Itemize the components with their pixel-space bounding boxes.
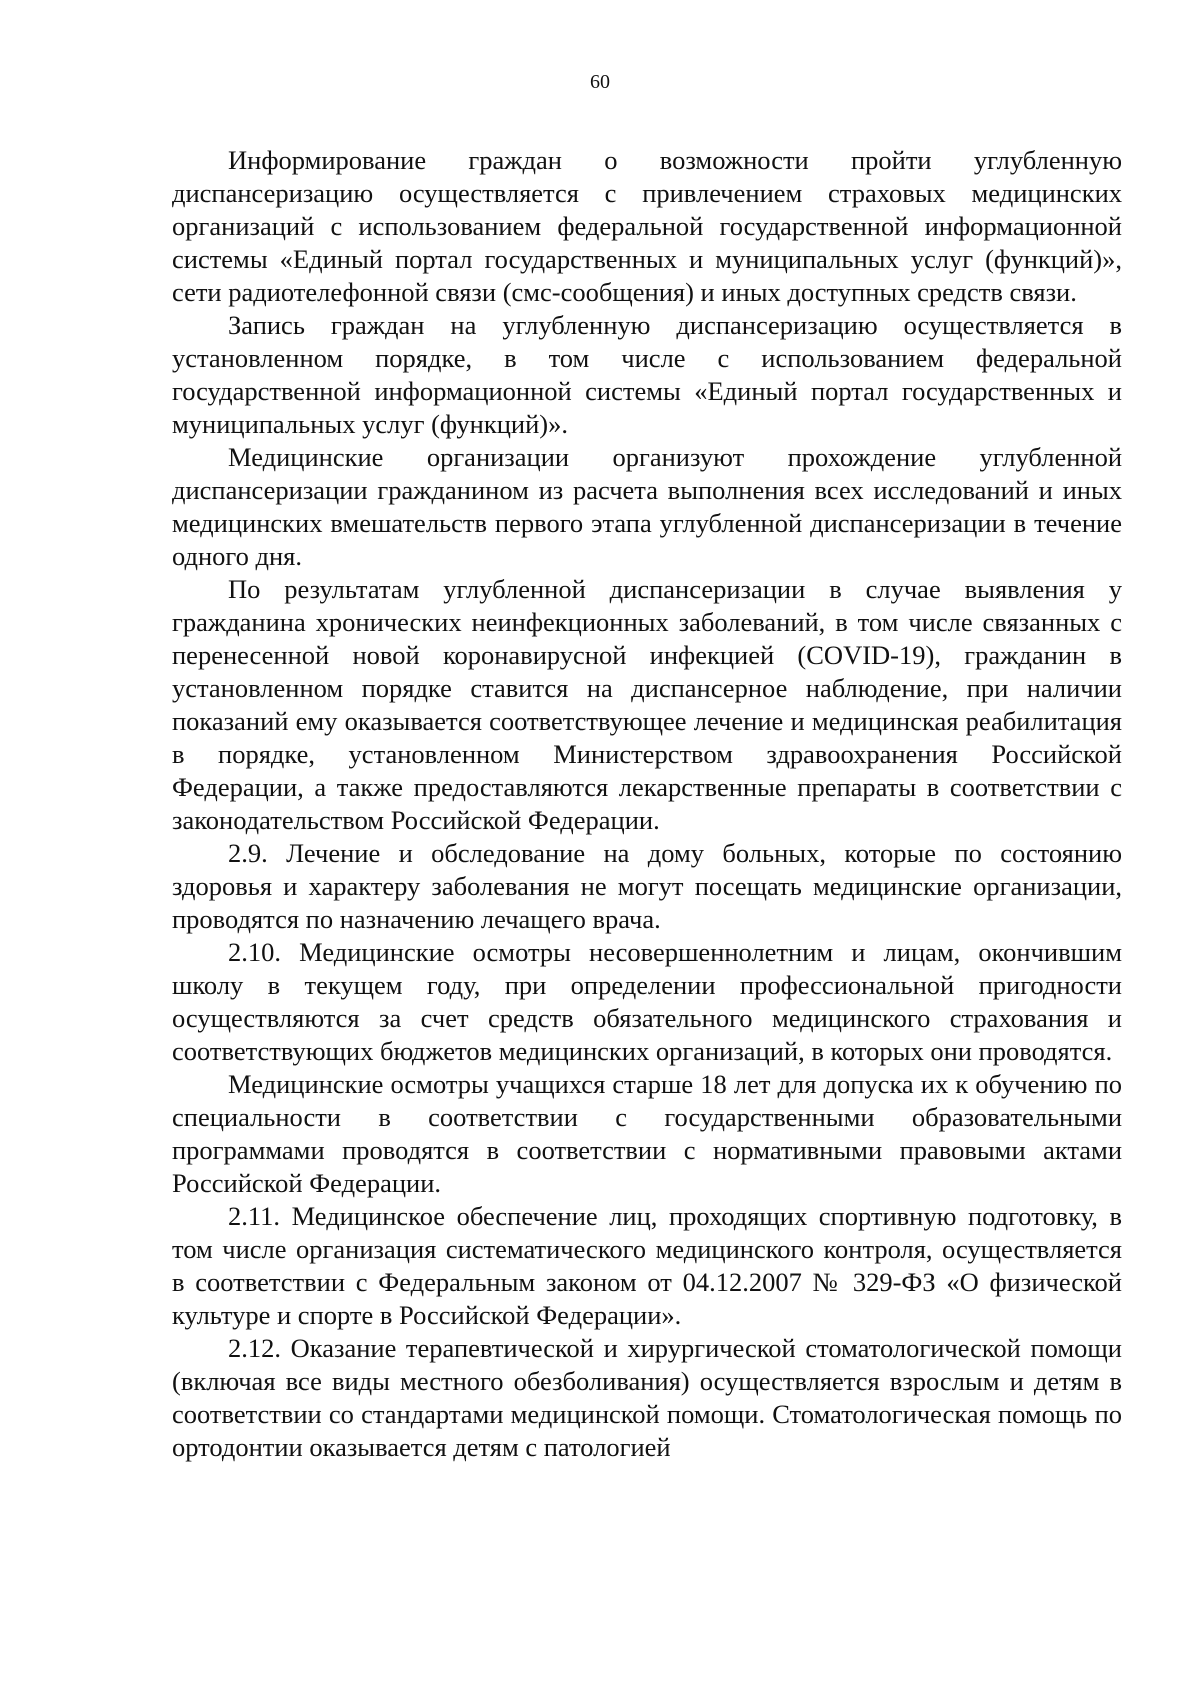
paragraph-2-9: 2.9. Лечение и обследование на дому больных, которые по состоянию здоровья и характеру заболевания не могут посещать медицинские организации, проводятся по назначению лечащего врача.: [172, 838, 1122, 934]
paragraph-2-10: 2.10. Медицинские осмотры несовершеннолетним и лицам, окончившим школу в текущем году, при определении профессиональной пригодности осуществляются за счет средств обязательного медицинского страхования и соответствующих бюджетов медицинских организаций, в которых они проводятся.: [172, 937, 1122, 1066]
paragraph-registration: Запись граждан на углубленную диспансеризацию осуществляется в установленном порядке, в том числе с использованием федеральной государственной информационной системы «Единый портал государственных и муниципальных услуг (функций)».: [172, 310, 1122, 439]
page-number: 60: [590, 71, 610, 93]
paragraph-informing: Информирование граждан о возможности пройти углубленную диспансеризацию осуществляется с привлечением страховых медицинских организаций с использованием федеральной государственной информационной системы «Единый портал государственных и муниципальных услуг (функций)», сети радиотелефонной связи (смс-сообщения) и иных доступных средств связи.: [172, 145, 1122, 307]
paragraph-2-12: 2.12. Оказание терапевтической и хирургической стоматологической помощи (включая все виды местного обезболивания) осуществляется взрослым и детям в соответствии со стандартами медицинской помощи. Стоматологическая помощь по ортодонтии оказывается детям с патологией: [172, 1333, 1122, 1462]
paragraph-students: Медицинские осмотры учащихся старше 18 лет для допуска их к обучению по специальности в соответствии с государственными образовательными программами проводятся в соответствии с нормативными правовыми актами Российской Федерации.: [172, 1069, 1122, 1198]
paragraph-2-11: 2.11. Медицинское обеспечение лиц, проходящих спортивную подготовку, в том числе организация систематического медицинского контроля, осуществляется в соответствии с Федеральным законом от 04.12.2007 № 329-ФЗ «О физической культуре и спорте в Российской Федерации».: [172, 1201, 1122, 1330]
paragraph-results: По результатам углубленной диспансеризации в случае выявления у гражданина хронических неинфекционных заболеваний, в том числе связанных с перенесенной новой коронавирусной инфекцией (COVID-19), гражданин в установленном порядке ставится на диспансерное наблюдение, при наличии показаний ему оказывается соответствующее лечение и медицинская реабилитация в порядке, установленном Министерством здравоохранения Российской Федерации, а также предоставляются лекарственные препараты в соответствии с законодательством Российской Федерации.: [172, 574, 1122, 835]
paragraph-organization: Медицинские организации организуют прохождение углубленной диспансеризации гражданином из расчета выполнения всех исследований и иных медицинских вмешательств первого этапа углубленной диспансеризации в течение одного дня.: [172, 442, 1122, 571]
document-body: [172, 144, 1122, 1464]
